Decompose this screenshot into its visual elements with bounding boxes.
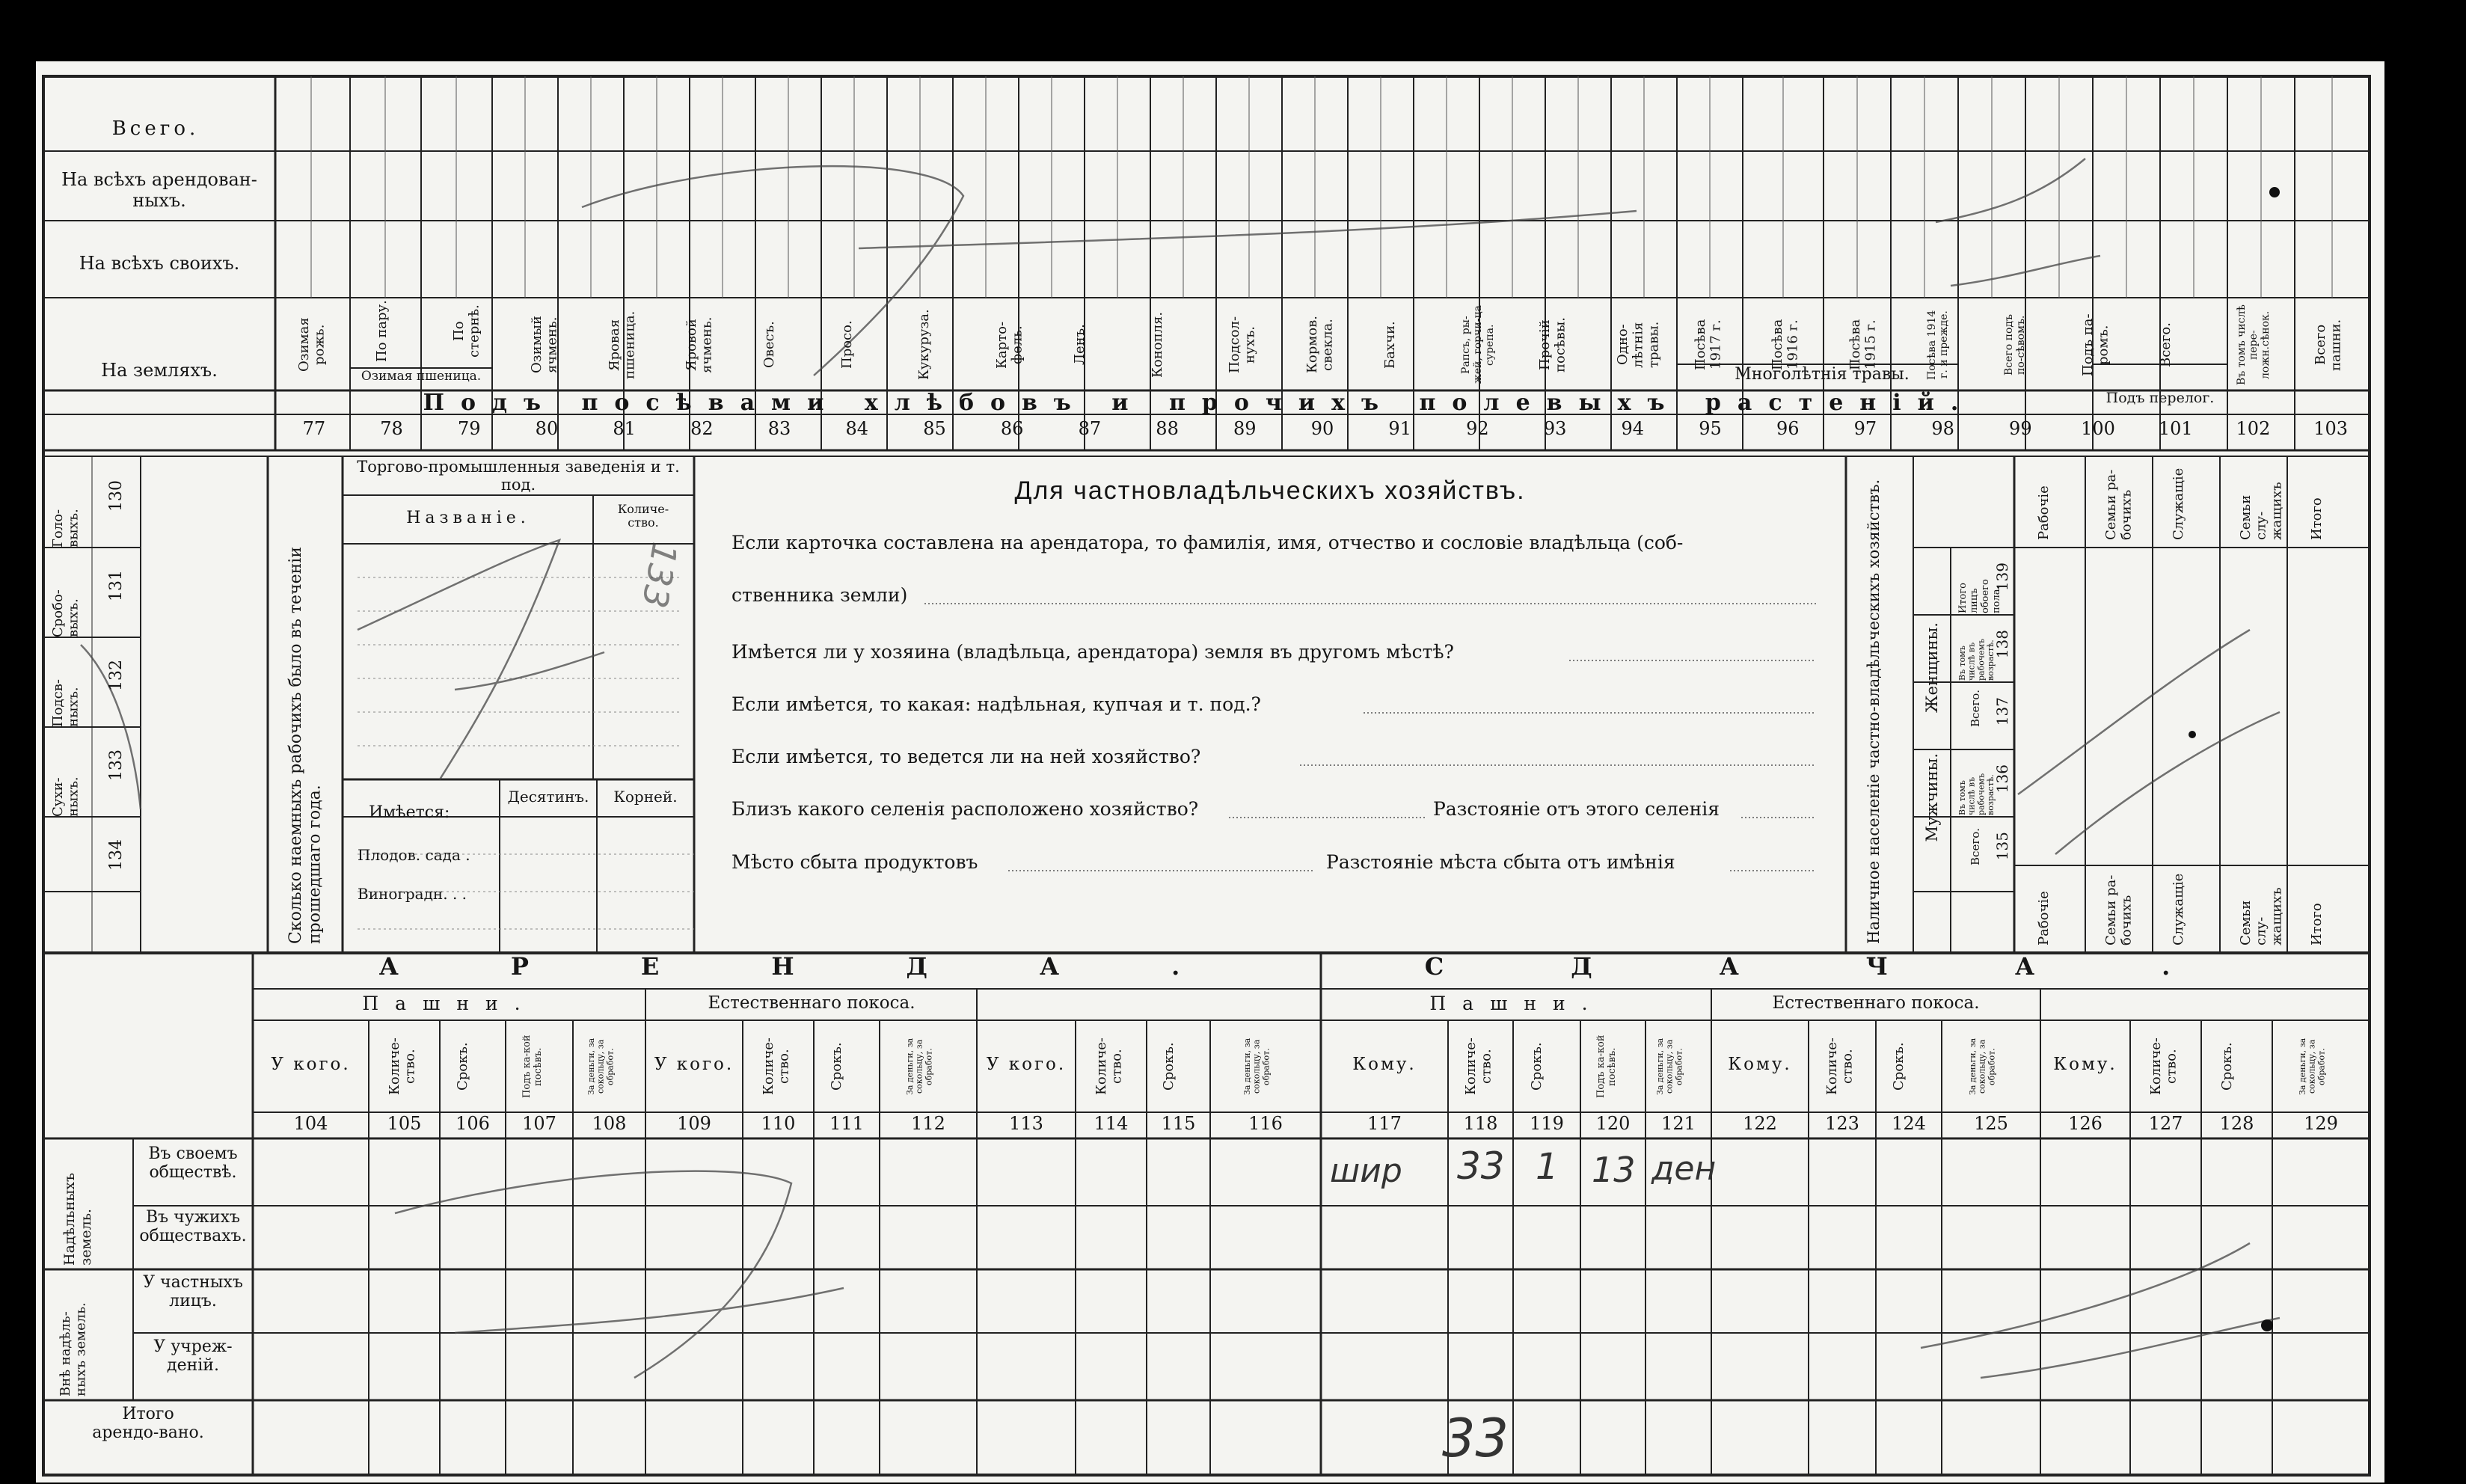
lease-header-srok: Срокъ. xyxy=(1529,1042,1545,1091)
question-3: Если имѣется, то какая: надѣльная, купчая и т. под.? xyxy=(731,693,1261,715)
trade-name-header: Названіе. xyxy=(406,509,530,527)
lease-header-za_dengi: За деньги, за сокольцу, за обработ. xyxy=(2298,1037,2327,1096)
column-number: 103 xyxy=(2313,418,2349,439)
crop-header: Посѣва 1915 г. xyxy=(1847,319,1879,371)
have-label: Имѣется: xyxy=(369,803,450,822)
staff-col-top: Итого xyxy=(2309,497,2325,540)
arenda-pokos: Естественнаго покоса. xyxy=(708,993,915,1013)
staff-col-bottom: Итого xyxy=(2309,903,2325,945)
question-2: Имѣется ли у хозяина (владѣльца, арендатора) земля въ другомъ мѣстѣ? xyxy=(731,641,1454,663)
lease-header-u_kogo: У кого. xyxy=(986,1055,1067,1074)
question-5-distance: Разстояніе отъ этого селенія xyxy=(1433,798,1720,820)
lease-header-kolvo: Количе-ство. xyxy=(1824,1037,1856,1096)
column-number: 96 xyxy=(1776,418,1800,439)
crop-header: Всего пашни. xyxy=(2313,319,2344,371)
trade-qty-header: Количе-ство. xyxy=(617,502,669,530)
arenda-pashni: Пашни. xyxy=(362,993,537,1014)
column-number: 83 xyxy=(767,418,791,439)
left-col-label xyxy=(51,839,84,907)
question-1a: Если карточка составлена на арендатора, то фамилія, имя, отчество и сословіе владѣльца (соб- xyxy=(731,532,1684,554)
column-number: 123 xyxy=(1825,1113,1859,1134)
staff-col-bottom: Служащіе xyxy=(2171,873,2186,945)
crop-header: По пару. xyxy=(373,300,390,362)
left-col-number: 131 xyxy=(107,570,126,601)
row-other-communities: Въ чужихъ обществахъ. xyxy=(139,1208,247,1246)
column-number: 116 xyxy=(1248,1113,1283,1134)
column-number: 122 xyxy=(1743,1113,1777,1134)
lease-header-srok: Срокъ. xyxy=(2218,1042,2235,1091)
left-col-label: Сробо-выхъ. xyxy=(50,589,82,637)
crop-header: Озимый ячмень. xyxy=(528,316,560,374)
column-number: 118 xyxy=(1463,1113,1498,1134)
column-number: 90 xyxy=(1310,418,1334,439)
population-number: 137 xyxy=(1993,697,2011,726)
trade-title: Торгово-промышленныя заведенія и т. под. xyxy=(357,458,680,494)
column-number: 97 xyxy=(1853,418,1877,439)
lease-header-komu: Кому. xyxy=(1728,1055,1792,1074)
women-label: Женщины. xyxy=(1923,622,1941,713)
column-number: 77 xyxy=(302,418,326,439)
left-col-label: Голо-выхъ. xyxy=(50,509,82,548)
row-lands: На земляхъ. xyxy=(101,360,218,381)
crop-header: Одно-лѣтнія травы. xyxy=(1614,321,1662,369)
row-rented: На всѣхъ арендован- ныхъ. xyxy=(61,169,257,211)
column-number: 109 xyxy=(677,1113,711,1134)
lease-header-pod_posev: Подъ ка-кой посѣвъ. xyxy=(521,1034,544,1099)
population-number: 138 xyxy=(1993,630,2011,659)
column-number: 128 xyxy=(2219,1113,2254,1134)
column-number: 124 xyxy=(1892,1113,1926,1134)
column-number: 125 xyxy=(1974,1113,2008,1134)
sdacha-pokos: Естественнаго покоса. xyxy=(1772,993,1980,1013)
lease-header-za_dengi: За деньги, за сокольцу, за обработ. xyxy=(586,1037,615,1096)
lease-header-pod_posev: Подъ ка-кой посѣвъ. xyxy=(1595,1034,1618,1099)
crop-header: Посѣва 1916 г. xyxy=(1770,319,1801,371)
column-number: 114 xyxy=(1094,1113,1129,1134)
lease-header-za_dengi: За деньги, за сокольцу, за обработ. xyxy=(1655,1037,1684,1096)
crop-header: Кукуруза. xyxy=(916,309,933,381)
crop-header: Карто-фель. xyxy=(994,321,1025,369)
staff-col-bottom: Рабочіе xyxy=(2036,891,2052,945)
column-number: 121 xyxy=(1661,1113,1696,1134)
staff-col-bottom: Семьи слу-жащихъ xyxy=(2238,887,2285,945)
arenda-banner: АРЕНДА. xyxy=(378,952,1292,981)
lease-header-komu: Кому. xyxy=(2053,1055,2117,1074)
population-label: Наличное населеніе частно-владѣльческихъ хозяйствъ. xyxy=(1865,479,1883,944)
column-number: 82 xyxy=(690,418,714,439)
handwritten-crop: 13 xyxy=(1592,1150,1636,1190)
population-number: 136 xyxy=(1993,764,2011,794)
column-number: 111 xyxy=(829,1113,864,1134)
sdacha-banner: СДАЧА. xyxy=(1424,952,2298,981)
lease-header-srok: Срокъ. xyxy=(1891,1042,1907,1091)
men-label: Мужчины. xyxy=(1923,753,1941,842)
column-number: 104 xyxy=(293,1113,328,1134)
row-own: На всѣхъ своихъ. xyxy=(79,253,240,274)
crop-header: Яровая пшеница. xyxy=(606,310,638,379)
column-number: 113 xyxy=(1009,1113,1043,1134)
crop-header: Всего подъ по-сѣвомъ. xyxy=(2003,314,2028,375)
lease-header-kolvo: Количе-ство. xyxy=(1093,1037,1125,1096)
column-number: 91 xyxy=(1388,418,1411,439)
column-number: 94 xyxy=(1621,418,1645,439)
column-number: 79 xyxy=(457,418,481,439)
crop-header: Всего. xyxy=(2157,322,2174,367)
column-number: 84 xyxy=(845,418,869,439)
crop-header: Въ томъ числѣ пере-ложн.сѣнок. xyxy=(2236,304,2272,385)
handwritten-qty: 33 xyxy=(1457,1144,1505,1188)
column-number: 86 xyxy=(1000,418,1024,439)
crop-header: Прочій посѣвы. xyxy=(1537,317,1568,372)
column-number: 98 xyxy=(1931,418,1954,439)
left-col-label: Сухи-ныхъ. xyxy=(50,776,82,817)
vineyard-label: Виноградн. . . xyxy=(358,885,467,903)
column-number: 105 xyxy=(387,1113,422,1134)
hired-workers-label: Сколько наемныхъ рабочихъ было въ теченіи прошедшаго года. xyxy=(286,546,325,944)
column-number: 87 xyxy=(1078,418,1102,439)
left-col-number: 133 xyxy=(107,749,126,781)
column-number: 129 xyxy=(2304,1113,2338,1134)
crop-header: Ленъ. xyxy=(1071,324,1088,366)
column-number: 85 xyxy=(923,418,946,439)
population-number: 139 xyxy=(1993,562,2011,592)
group-fallow: Подъ перелог. xyxy=(2105,390,2215,406)
column-number: 99 xyxy=(2009,418,2032,439)
column-number: 120 xyxy=(1595,1113,1631,1134)
column-number: 126 xyxy=(2068,1113,2102,1134)
lease-header-kolvo: Количе-ство. xyxy=(1462,1037,1494,1096)
column-number: 117 xyxy=(1367,1113,1402,1134)
handwritten-komu: шир xyxy=(1330,1152,1402,1190)
column-number: 93 xyxy=(1543,418,1567,439)
row-private-persons: У частныхъ лицъ. xyxy=(143,1273,243,1311)
question-1b: ственника земли) xyxy=(731,584,908,606)
column-number: 127 xyxy=(2148,1113,2183,1134)
incl-working-age-women: Въ томъ числѣ въ рабочемъ возрастѣ. xyxy=(1957,638,1996,681)
lease-header-kolvo: Количе-ство. xyxy=(386,1037,418,1096)
crop-header: Овесъ. xyxy=(761,321,778,369)
left-col-number: 130 xyxy=(107,480,126,512)
column-number: 92 xyxy=(1466,418,1489,439)
question-6: Мѣсто сбыта продуктовъ xyxy=(731,851,978,873)
column-number: 107 xyxy=(522,1113,556,1134)
population-number: 135 xyxy=(1993,832,2011,861)
crop-header: Просо. xyxy=(838,320,855,370)
total-both-sexes: Итого лицъ обоего пола. xyxy=(1957,579,2002,613)
lease-header-srok: Срокъ. xyxy=(1160,1042,1177,1091)
handwritten-total: 33 xyxy=(1442,1408,1509,1469)
crop-header: Бахчи. xyxy=(1381,321,1398,369)
staff-col-top: Служащіе xyxy=(2171,467,2186,540)
left-col-number: 134 xyxy=(107,839,126,871)
column-number: 80 xyxy=(535,418,559,439)
sdacha-pashni: Пашни. xyxy=(1429,993,1604,1014)
column-number: 119 xyxy=(1530,1113,1564,1134)
orchard-label: Плодов. сада . xyxy=(358,846,470,864)
group-winter-wheat: Озимая пшеница. xyxy=(361,369,482,384)
lease-header-u_kogo: У кого. xyxy=(654,1055,734,1074)
staff-col-top: Рабочіе xyxy=(2036,485,2052,540)
column-number: 81 xyxy=(613,418,636,439)
column-number: 89 xyxy=(1233,418,1257,439)
handwritten-mark: 133 xyxy=(634,539,686,611)
handwritten-term: 1 xyxy=(1536,1146,1559,1188)
staff-col-top: Семьи слу-жащихъ xyxy=(2238,482,2285,540)
row-own-community: Въ своемъ обществѣ. xyxy=(148,1144,238,1183)
row-institutions: У учреж-деній. xyxy=(153,1337,233,1376)
column-number: 112 xyxy=(911,1113,945,1134)
column-number: 78 xyxy=(380,418,403,439)
crops-banner: Подъ посѣвами хлѣбовъ и прочихъ полевыхъ растеній. xyxy=(423,390,1975,416)
crop-header: Рапсъ, ры-жей, горчи-ца сурепа. xyxy=(1460,305,1497,384)
column-number: 88 xyxy=(1156,418,1179,439)
row-total: Всего. xyxy=(111,117,200,140)
lease-header-u_kogo: У кого. xyxy=(271,1055,351,1074)
column-number: 108 xyxy=(592,1113,627,1134)
private-title: Для частновладѣльческихъ хозяйствъ. xyxy=(1014,476,1526,505)
crop-header: Посѣва 1917 г. xyxy=(1692,319,1724,371)
lease-header-srok: Срокъ. xyxy=(455,1042,470,1091)
row-total-rented: Итого арендо-вано. xyxy=(92,1405,204,1443)
question-6-distance: Разстояніе мѣста сбыта отъ имѣнія xyxy=(1326,851,1675,873)
column-number: 110 xyxy=(761,1113,796,1134)
crop-header: Подъ па-ромъ. xyxy=(2080,313,2111,376)
women-total: Всего. xyxy=(1969,690,1982,727)
incl-working-age-men: Въ томъ числѣ въ рабочемъ возрастѣ. xyxy=(1957,773,1996,815)
desyatin-header: Десятинъ. xyxy=(507,788,589,806)
left-col-number: 132 xyxy=(107,660,126,691)
crop-header: Посѣва 1914 г. и прежде. xyxy=(1925,310,1950,380)
column-number: 95 xyxy=(1699,418,1722,439)
men-total: Всего. xyxy=(1969,828,1982,865)
lease-header-kolvo: Количе-ство. xyxy=(760,1037,792,1096)
crop-header: Подсол-нухъ. xyxy=(1227,316,1258,374)
census-card xyxy=(36,61,2384,1483)
form-grid-lines xyxy=(36,61,2384,1483)
lease-header-za_dengi: За деньги, за сокольцу, за обработ. xyxy=(1242,1037,1272,1096)
question-5: Близъ какого селенія расположено хозяйство? xyxy=(731,798,1199,820)
lease-header-srok: Срокъ. xyxy=(829,1042,844,1091)
crop-header: Яровой ячмень. xyxy=(684,316,716,373)
left-col-label: Подсв-ныхъ. xyxy=(50,679,82,727)
column-number: 115 xyxy=(1161,1113,1196,1134)
column-number: 106 xyxy=(456,1113,490,1134)
crop-header: Озимая рожь. xyxy=(295,317,328,372)
lease-header-komu: Кому. xyxy=(1352,1055,1417,1074)
non-nadel-lands-label: Внѣ надѣль-ныхъ земель. xyxy=(58,1302,89,1396)
crop-header: По стернѣ. xyxy=(451,304,482,358)
nadel-lands-label: Надѣльныхъ земель. xyxy=(61,1172,94,1266)
lease-header-kolvo: Количе-ство. xyxy=(2147,1037,2180,1096)
staff-col-top: Семьи ра-бочихъ xyxy=(2103,469,2135,540)
column-number: 100 xyxy=(2081,418,2115,439)
crop-header: Кормов. свекла. xyxy=(1304,316,1336,374)
lease-header-za_dengi: За деньги, за сокольцу, за обработ. xyxy=(1968,1037,1997,1096)
handwritten-payment: ден xyxy=(1651,1150,1717,1188)
staff-col-bottom: Семьи ра-бочихъ xyxy=(2103,874,2135,945)
lease-header-za_dengi: За деньги, за сокольцу, за обработ. xyxy=(905,1037,934,1096)
korney-header: Корней. xyxy=(613,788,678,806)
group-perennial-grass: Многолѣтнія травы. xyxy=(1735,365,1910,384)
question-4: Если имѣется, то ведется ли на ней хозяйство? xyxy=(731,746,1201,767)
column-number: 101 xyxy=(2158,418,2193,439)
crop-header: Конопля. xyxy=(1149,311,1165,378)
column-number: 102 xyxy=(2236,418,2271,439)
